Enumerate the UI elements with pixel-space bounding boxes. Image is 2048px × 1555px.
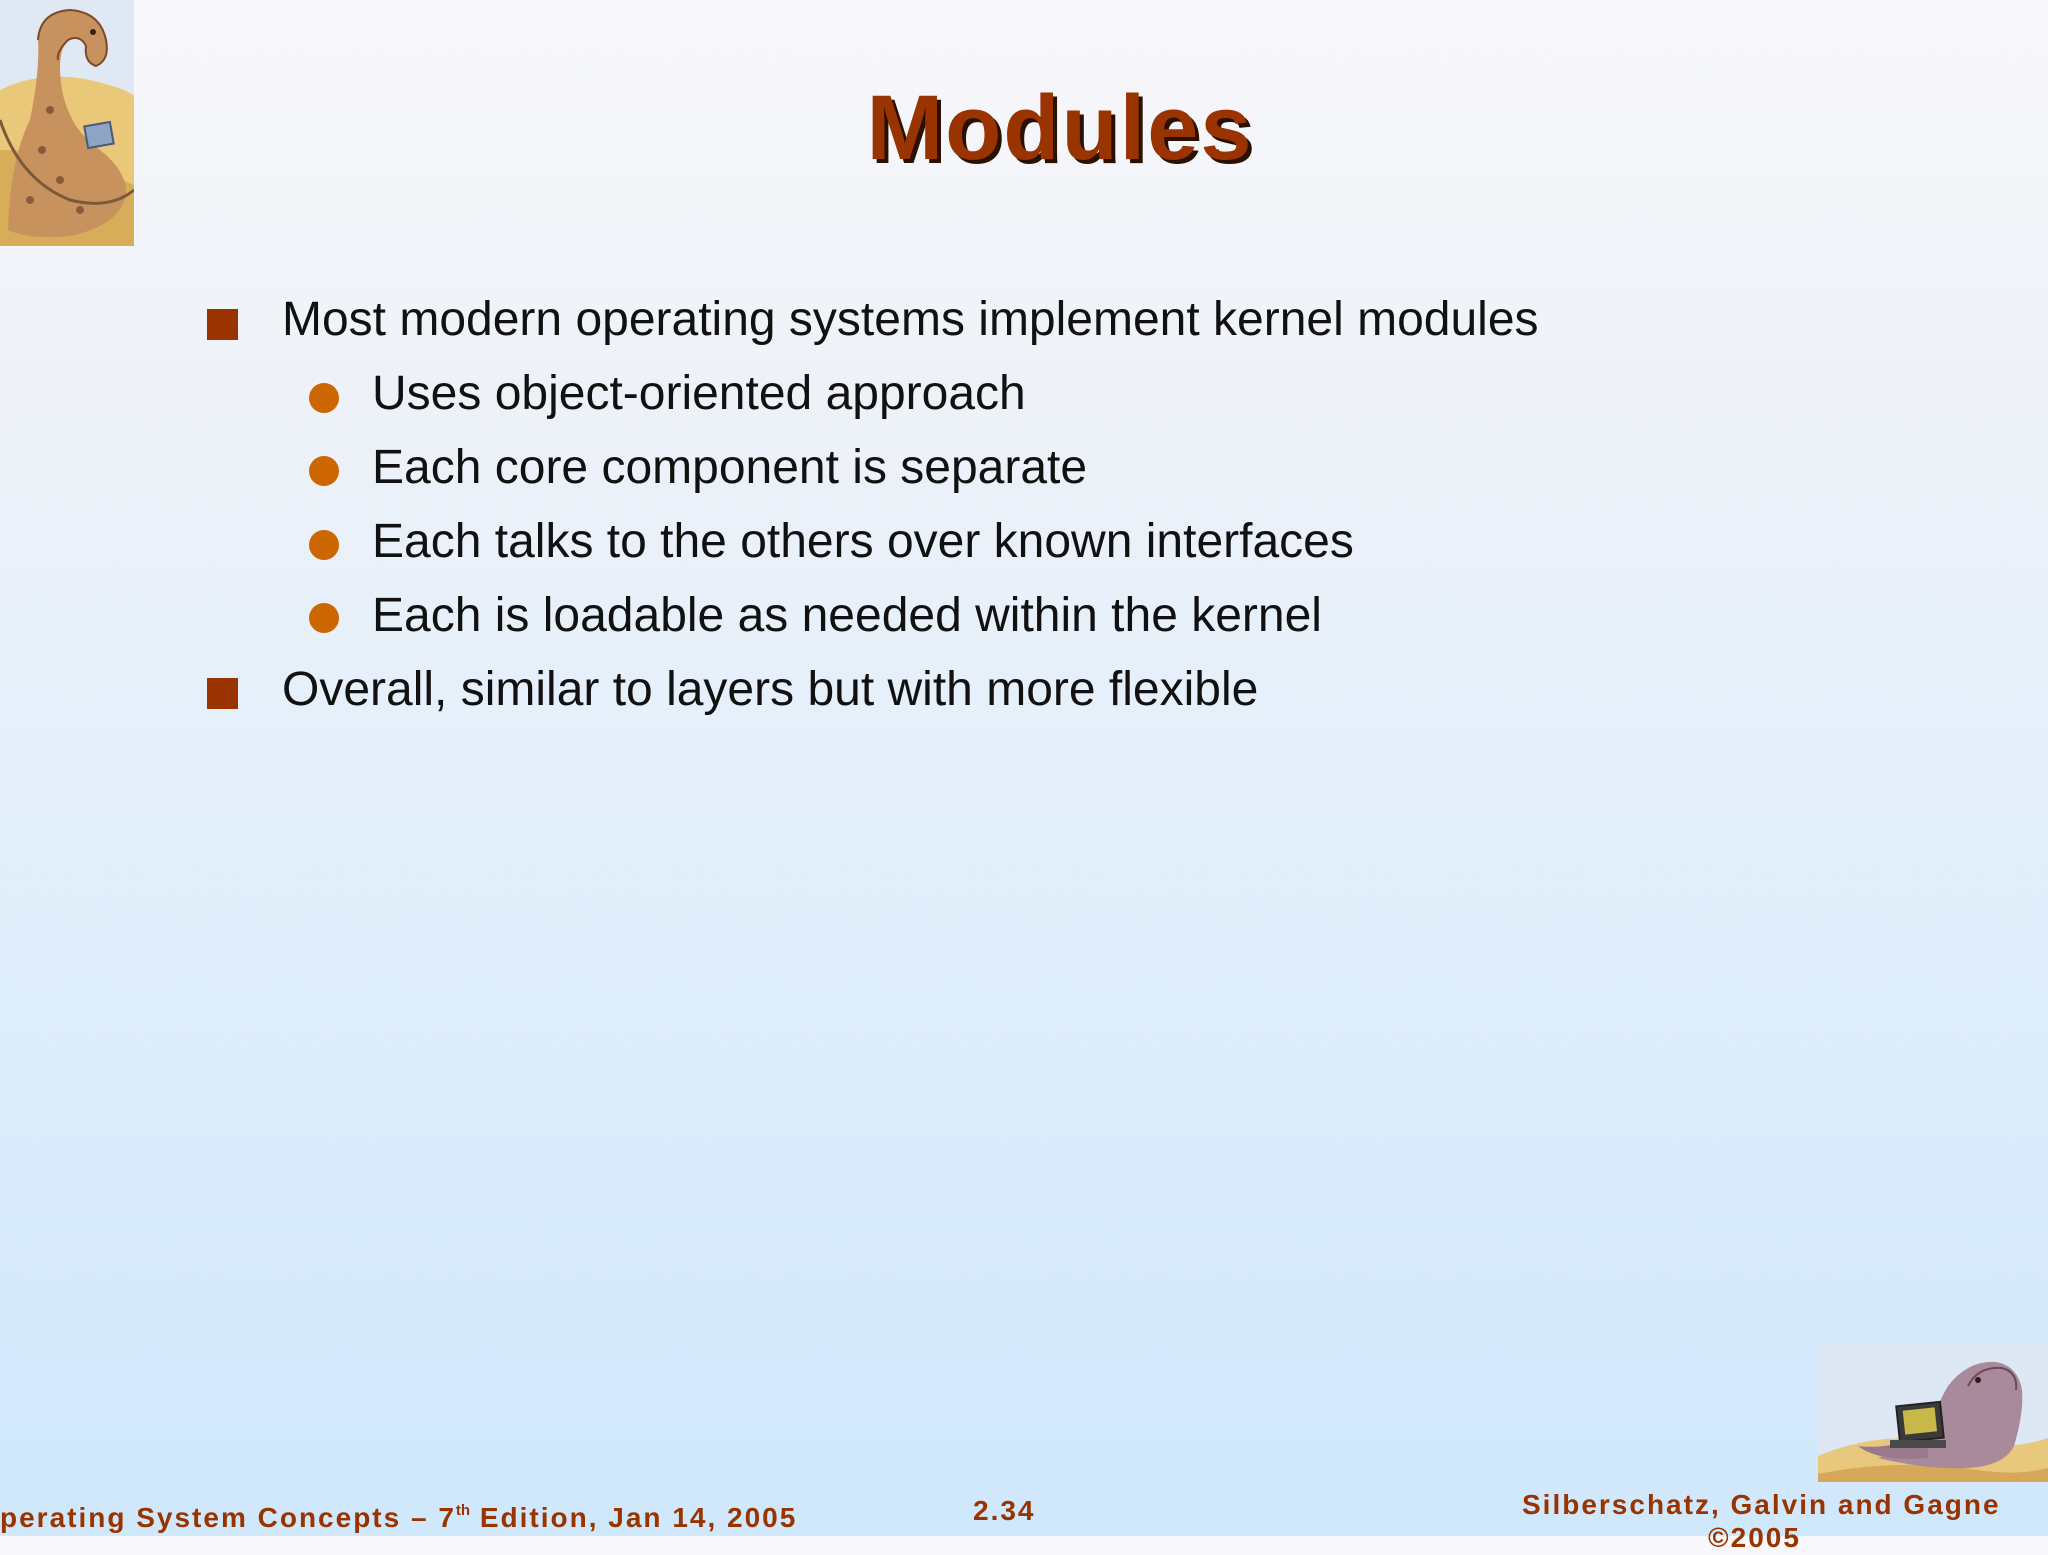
sub-bullet-text: Each is loadable as needed within the kernel	[372, 589, 1322, 642]
dinosaur-laptop-illustration	[1818, 1346, 2048, 1482]
footer-title-suffix: Edition, Jan 14, 2005	[470, 1502, 798, 1533]
sub-bullet-text: Each talks to the others over known interfaces	[372, 515, 1354, 568]
footer-authors: Silberschatz, Galvin and Gagne	[1522, 1489, 2001, 1520]
circle-bullet-icon	[309, 456, 339, 486]
bullet-text: Overall, similar to layers but with more flexible	[282, 663, 1259, 716]
bullet-text: Most modern operating systems implement kernel modules	[282, 293, 1539, 346]
sub-bullet-text: Each core component is separate	[372, 441, 1088, 494]
square-bullet-icon	[207, 678, 238, 709]
circle-bullet-icon	[309, 530, 339, 560]
sub-bullet-text: Uses object-oriented approach	[372, 367, 1026, 420]
circle-bullet-icon	[309, 383, 339, 413]
square-bullet-icon	[207, 309, 238, 340]
footer-course-title	[0, 1494, 797, 1535]
slide-title: Modules	[866, 77, 1254, 179]
footer-title-prefix: perating System Concepts – 7	[0, 1502, 456, 1533]
footer-copyright: ©2005	[1708, 1522, 1801, 1553]
footer-title-superscript: th	[455, 1502, 471, 1519]
circle-bullet-icon	[309, 603, 339, 633]
page-number: 2.34	[973, 1495, 1036, 1526]
